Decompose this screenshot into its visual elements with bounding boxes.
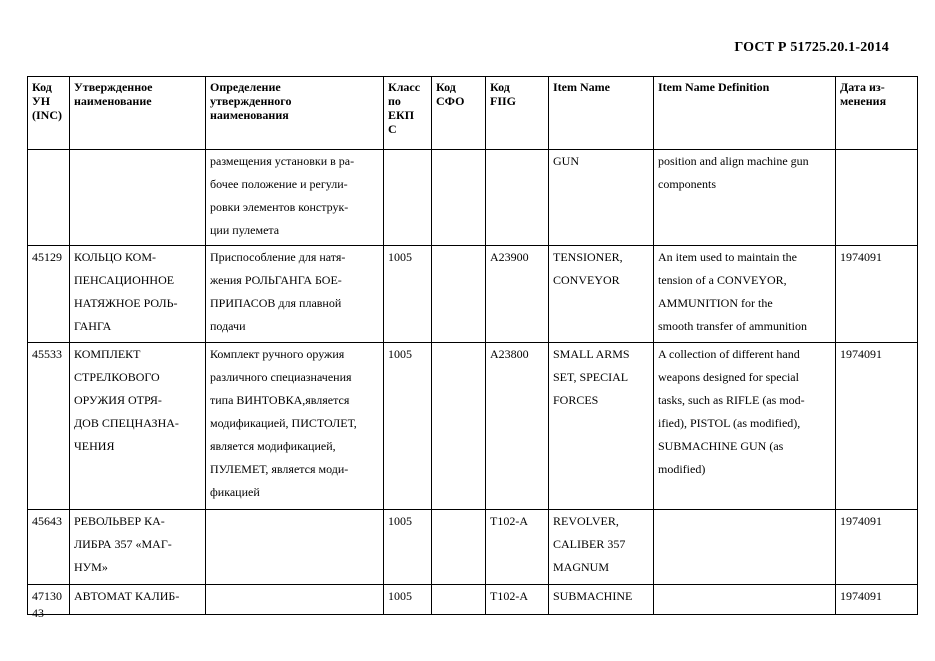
cell-class <box>384 585 432 615</box>
cell-line: ГАНГА <box>74 319 112 333</box>
cell-fiig-code <box>486 246 549 343</box>
cell-line: 1974091 <box>840 589 882 603</box>
cell-class <box>384 343 432 510</box>
cell-inc-code <box>28 343 70 510</box>
header-line: ЕКП <box>388 108 415 122</box>
cell-line: 47130 <box>32 589 62 603</box>
catalog-table <box>27 76 918 615</box>
cell-line: КОМПЛЕКТ <box>74 347 141 361</box>
cell-sfo-code <box>432 150 486 246</box>
cell-line: tension of a CONVEYOR, <box>658 273 787 287</box>
cell-line: CONVEYOR <box>553 273 620 287</box>
cell-inc-code <box>28 510 70 585</box>
cell-line: 45129 <box>32 250 62 264</box>
cell-line: MAGNUM <box>553 560 610 574</box>
header-line: Код <box>436 80 456 94</box>
table-row <box>28 585 918 615</box>
cell-item-definition <box>654 150 836 246</box>
cell-line: фикацией <box>210 485 260 499</box>
cell-change-date <box>836 246 918 343</box>
cell-line: T102-A <box>490 514 528 528</box>
header-approved-name-definition <box>206 77 384 150</box>
cell-item-definition <box>654 246 836 343</box>
cell-line: жения РОЛЬГАНГА БОЕ- <box>210 273 342 287</box>
cell-line: 1005 <box>388 589 412 603</box>
cell-line: типа ВИНТОВКА,является <box>210 393 350 407</box>
cell-approved-name <box>70 343 206 510</box>
document-title: ГОСТ Р 51725.20.1-2014 <box>734 40 889 55</box>
header-sfo-code <box>432 77 486 150</box>
cell-line: КОЛЬЦО КОМ- <box>74 250 157 264</box>
cell-definition <box>206 343 384 510</box>
cell-line: различного специазначения <box>210 370 352 384</box>
header-inc-code <box>28 77 70 150</box>
header-line: Утвержденное <box>74 80 153 94</box>
cell-line: AMMUNITION for the <box>658 296 773 310</box>
cell-line: ровки элементов конструк- <box>210 200 349 214</box>
cell-line: An item used to maintain the <box>658 250 797 264</box>
cell-item-name <box>549 585 654 615</box>
cell-line: GUN <box>553 154 579 168</box>
header-item-name-definition <box>654 77 836 150</box>
cell-line: является модификацией, <box>210 439 336 453</box>
cell-line: SUBMACHINE <box>553 589 633 603</box>
cell-line: АВТОМАТ КАЛИБ- <box>74 589 180 603</box>
cell-class <box>384 150 432 246</box>
cell-item-name <box>549 343 654 510</box>
header-change-date <box>836 77 918 150</box>
cell-item-name <box>549 510 654 585</box>
header-line: по <box>388 94 401 108</box>
header-line: утвержденного <box>210 94 292 108</box>
cell-line: tasks, such as RIFLE (as mod- <box>658 393 805 407</box>
cell-line: A collection of different hand <box>658 347 800 361</box>
cell-line: modified) <box>658 462 706 476</box>
cell-line: 45533 <box>32 347 62 361</box>
cell-line: 1974091 <box>840 250 882 264</box>
header-line: Item Name Definition <box>658 80 770 94</box>
cell-line: SUBMACHINE GUN (as <box>658 439 784 453</box>
cell-line: ОРУЖИЯ ОТРЯ- <box>74 393 162 407</box>
cell-inc-code <box>28 150 70 246</box>
cell-line: ЛИБРА 357 «МАГ- <box>74 537 172 551</box>
header-line: (INC) <box>32 108 62 122</box>
table-row <box>28 510 918 585</box>
header-line: FIIG <box>490 94 517 108</box>
header-fiig-code <box>486 77 549 150</box>
cell-inc-code <box>28 246 70 343</box>
header-class <box>384 77 432 150</box>
cell-line: T102-A <box>490 589 528 603</box>
cell-change-date <box>836 510 918 585</box>
header-line: Дата из- <box>840 80 885 94</box>
cell-line: REVOLVER, <box>553 514 619 528</box>
cell-line: 1005 <box>388 250 412 264</box>
cell-line: 1974091 <box>840 514 882 528</box>
cell-approved-name <box>70 150 206 246</box>
header-line: наименование <box>74 94 152 108</box>
cell-approved-name <box>70 585 206 615</box>
cell-line: 45643 <box>32 514 62 528</box>
cell-line: размещения установки в ра- <box>210 154 355 168</box>
cell-fiig-code <box>486 585 549 615</box>
header-approved-name <box>70 77 206 150</box>
header-line: Код <box>490 80 510 94</box>
cell-line: A23800 <box>490 347 529 361</box>
cell-definition <box>206 585 384 615</box>
cell-line: СТРЕЛКОВОГО <box>74 370 160 384</box>
cell-line: CALIBER 357 <box>553 537 626 551</box>
cell-line: бочее положение и регули- <box>210 177 348 191</box>
cell-line: НУМ» <box>74 560 108 574</box>
table-header-row <box>28 77 918 150</box>
cell-line: position and align machine gun <box>658 154 809 168</box>
cell-line: Приспособление для натя- <box>210 250 346 264</box>
cell-line: smooth transfer of ammunition <box>658 319 807 333</box>
header-line: Класс <box>388 80 421 94</box>
header-line: СФО <box>436 94 465 108</box>
cell-line: FORCES <box>553 393 599 407</box>
cell-line: ПЕНСАЦИОННОЕ <box>74 273 175 287</box>
cell-line: Комплект ручного оружия <box>210 347 345 361</box>
page-number: 43 <box>32 606 44 620</box>
cell-line: SMALL ARMS <box>553 347 630 361</box>
cell-line: TENSIONER, <box>553 250 623 264</box>
cell-change-date <box>836 150 918 246</box>
cell-line: ПРИПАСОВ для плавной <box>210 296 342 310</box>
cell-sfo-code <box>432 510 486 585</box>
cell-definition <box>206 150 384 246</box>
cell-line: 1005 <box>388 347 412 361</box>
cell-line: SET, SPECIAL <box>553 370 629 384</box>
cell-line: модификацией, ПИСТОЛЕТ, <box>210 416 357 430</box>
cell-sfo-code <box>432 585 486 615</box>
cell-change-date <box>836 585 918 615</box>
header-item-name <box>549 77 654 150</box>
cell-line: 1974091 <box>840 347 882 361</box>
header-line: менения <box>840 94 887 108</box>
header-line: С <box>388 122 397 136</box>
cell-line: подачи <box>210 319 246 333</box>
header-line: Определение <box>210 80 281 94</box>
cell-line: ДОВ СПЕЦНАЗНА- <box>74 416 179 430</box>
cell-line: ции пулемета <box>210 223 280 237</box>
header-line: УН <box>32 94 51 108</box>
cell-line: A23900 <box>490 250 529 264</box>
cell-sfo-code <box>432 246 486 343</box>
cell-class <box>384 510 432 585</box>
cell-line: РЕВОЛЬВЕР КА- <box>74 514 165 528</box>
header-line: наименования <box>210 108 289 122</box>
cell-line: ПУЛЕМЕТ, является моди- <box>210 462 349 476</box>
cell-change-date <box>836 343 918 510</box>
table-row <box>28 150 918 246</box>
table-row <box>28 246 918 343</box>
cell-approved-name <box>70 246 206 343</box>
cell-item-name <box>549 150 654 246</box>
cell-line: weapons designed for special <box>658 370 799 384</box>
cell-line: components <box>658 177 716 191</box>
cell-item-definition <box>654 343 836 510</box>
cell-sfo-code <box>432 343 486 510</box>
cell-item-definition <box>654 510 836 585</box>
cell-approved-name <box>70 510 206 585</box>
header-line: Item Name <box>553 80 610 94</box>
cell-item-definition <box>654 585 836 615</box>
cell-line: НАТЯЖНОЕ РОЛЬ- <box>74 296 178 310</box>
table-row <box>28 343 918 510</box>
header-line: Код <box>32 80 52 94</box>
cell-line: ified), PISTOL (as modified), <box>658 416 801 430</box>
cell-line: 1005 <box>388 514 412 528</box>
cell-class <box>384 246 432 343</box>
cell-definition <box>206 510 384 585</box>
cell-item-name <box>549 246 654 343</box>
cell-definition <box>206 246 384 343</box>
cell-line: ЧЕНИЯ <box>74 439 115 453</box>
cell-fiig-code <box>486 150 549 246</box>
cell-fiig-code <box>486 510 549 585</box>
cell-fiig-code <box>486 343 549 510</box>
